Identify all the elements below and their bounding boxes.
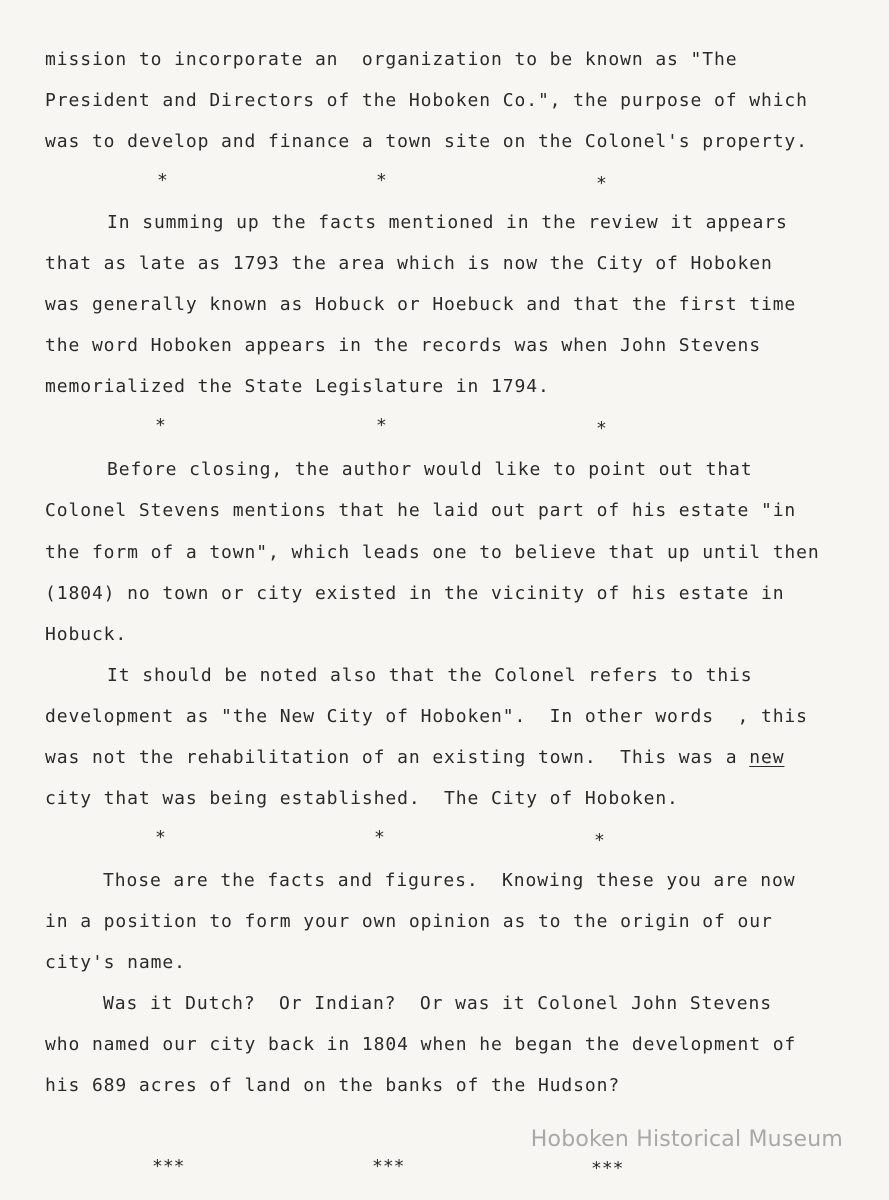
section-separator: * — [596, 173, 607, 194]
text-line: In summing up the facts mentioned in the review it appears — [107, 212, 788, 233]
text-line: city's name. — [45, 952, 186, 973]
text-line: in a position to form your own opinion as to the origin of our — [45, 911, 773, 932]
text-line: that as late as 1793 the area which is now the City of Hoboken — [45, 253, 773, 274]
text-line: development as "the New City of Hoboken". In other words , this — [45, 706, 808, 727]
section-separator: * — [594, 830, 605, 851]
section-separator: * — [157, 170, 168, 191]
text-line: Colonel Stevens mentions that he laid out part of his estate "in — [45, 500, 797, 521]
end-marker: *** — [591, 1158, 624, 1179]
text-segment: was not the rehabilitation of an existing town. This was a — [45, 747, 750, 768]
text-line: city that was being established. The City of Hoboken. — [45, 788, 679, 809]
section-separator: * — [374, 827, 385, 848]
text-line: (1804) no town or city existed in the vicinity of his estate in — [45, 583, 785, 604]
section-separator: * — [376, 170, 387, 191]
text-line: Was it Dutch? Or Indian? Or was it Colonel John Stevens — [103, 993, 773, 1014]
text-line: the form of a town", which leads one to believe that up until then — [45, 542, 820, 563]
text-line: who named our city back in 1804 when he began the development of — [45, 1034, 797, 1055]
section-separator: * — [155, 827, 166, 848]
section-separator: * — [596, 418, 607, 439]
text-line: mission to incorporate an organization to be known as "The — [45, 49, 738, 70]
underlined-word: new — [749, 747, 785, 768]
text-line: his 689 acres of land on the banks of the Hudson? — [45, 1075, 621, 1096]
text-line: memorialized the State Legislature in 1794. — [45, 376, 550, 397]
end-marker: *** — [372, 1156, 405, 1177]
text-line: the word Hoboken appears in the records was when John Stevens — [45, 335, 761, 356]
text-line: It should be noted also that the Colonel refers to this — [107, 665, 753, 686]
text-line: was generally known as Hobuck or Hoebuck and that the first time — [45, 294, 797, 315]
museum-watermark: Hoboken Historical Museum — [530, 1127, 843, 1152]
text-line: President and Directors of the Hoboken Co.", the purpose of which — [45, 90, 808, 111]
text-line: Those are the facts and figures. Knowing these you are now — [103, 870, 796, 891]
text-line — [45, 747, 784, 769]
text-line: was to develop and finance a town site on the Colonel's property. — [45, 131, 808, 152]
end-marker: *** — [152, 1156, 185, 1177]
section-separator: * — [376, 415, 387, 436]
section-separator: * — [155, 415, 166, 436]
text-line: Before closing, the author would like to point out that — [107, 459, 753, 480]
text-line: Hobuck. — [45, 624, 128, 645]
